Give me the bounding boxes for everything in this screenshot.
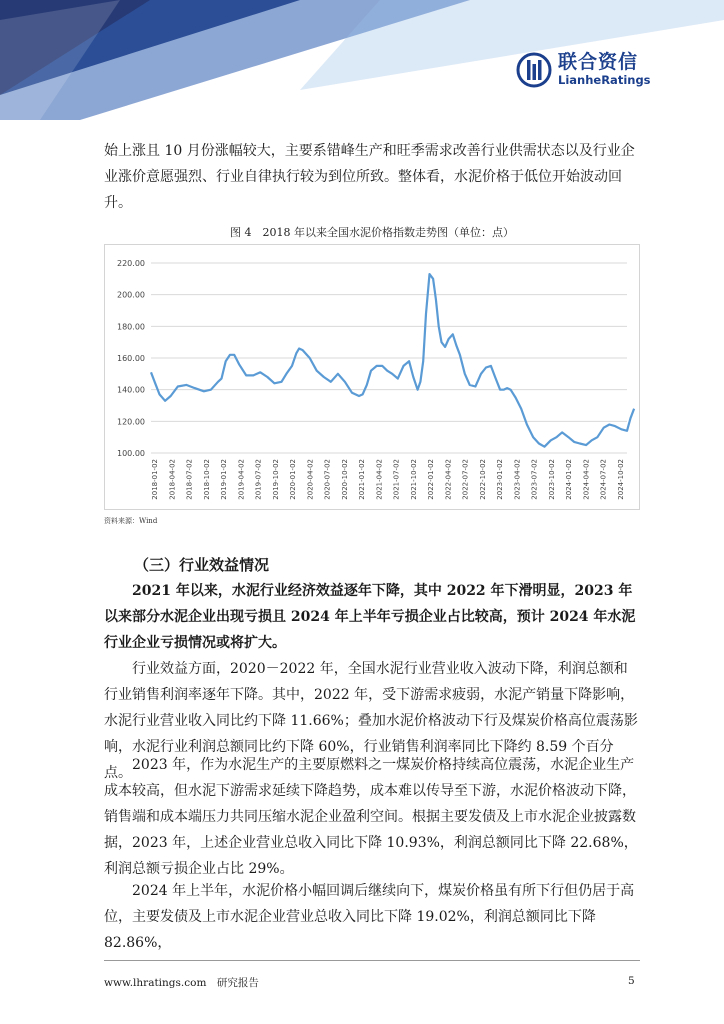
x-tick-label: 2024-10-02 bbox=[617, 459, 625, 500]
paragraph-2023: 2023 年，作为水泥生产的主要原燃料之一煤炭价格持续高位震荡，水泥企业生产成本较高，但水泥下游需求延续下降趋势，成本难以传导至下游，水泥价格波动下降，销售端和成本端压力共同压缩水泥企业盈利空间。根据主要发债及上市水泥企业披露数据，2023 年，上述企业营业总收入同比下降 10.93%，利润总额同比下降 22.68%，利润总额亏损企业占比 29%。 bbox=[104, 757, 638, 877]
logo-chinese-name: 联合资信 bbox=[558, 51, 639, 74]
x-tick-label: 2021-01-02 bbox=[358, 459, 367, 500]
x-tick-label: 2020-01-02 bbox=[289, 459, 298, 500]
y-tick-label: 120.00 bbox=[117, 417, 145, 427]
x-tick-label: 2023-04-02 bbox=[513, 459, 522, 500]
figure-source: 资料来源：Wind bbox=[104, 517, 158, 525]
x-tick-label: 2022-10-02 bbox=[478, 459, 487, 500]
x-tick-label: 2021-07-02 bbox=[392, 459, 401, 500]
y-tick-label: 100.00 bbox=[117, 449, 145, 458]
x-tick-label: 2024-07-02 bbox=[599, 458, 608, 500]
x-tick-label: 2019-10-02 bbox=[271, 459, 280, 500]
y-tick-label: 140.00 bbox=[117, 385, 145, 395]
x-tick-label: 2019-07-02 bbox=[254, 459, 263, 500]
footer-divider bbox=[104, 960, 640, 961]
paragraph-2024-h1: 2024 年上半年，水泥价格小幅回调后继续向下，煤炭价格虽有所下行但仍居于高位，主要发债及上市水泥企业营业总收入同比下降 19.02%，利润总额同比下降 82.86%， bbox=[104, 883, 635, 951]
x-tick-label: 2020-04-02 bbox=[306, 459, 315, 500]
series-line-price-index bbox=[151, 274, 634, 447]
top-paragraph: 始上涨且 10 月份涨幅较大，主要系错峰生产和旺季需求改善行业供需状态以及行业企业涨价意愿强烈、行业自律执行较为到位所致。整体看，水泥价格于低位开始波动回升。 bbox=[104, 143, 635, 211]
y-tick-label: 200.00 bbox=[117, 290, 145, 300]
x-tick-label: 2022-01-02 bbox=[427, 459, 436, 500]
price-index-line-chart bbox=[105, 245, 639, 509]
x-tick-label: 2023-10-02 bbox=[547, 459, 556, 500]
x-tick-label: 2019-01-02 bbox=[220, 459, 229, 500]
paragraph-profit-2020-2022: 行业效益方面，2020－2022 年，全国水泥行业营业收入波动下降，利润总额和行业销售利润率逐年下降。其中，2022 年，受下游需求疲弱，水泥产销量下降影响，水泥行业营业收入同比约下降 11.66%；叠加水泥价格波动下行及煤炭价格高位震荡影响，水泥行业利润总额同比约下降 60%，行业销售利润率同比下降约 8.59 个百分点。 bbox=[104, 661, 638, 781]
x-tick-label: 2024-01-02 bbox=[565, 459, 574, 500]
y-tick-label: 220.00 bbox=[117, 259, 145, 268]
x-tick-label: 2020-07-02 bbox=[323, 459, 332, 500]
x-tick-label: 2023-07-02 bbox=[530, 459, 539, 500]
company-logo bbox=[516, 52, 651, 88]
footer-website: www.lhratings.com 研究报告 bbox=[104, 977, 259, 989]
y-tick-label: 160.00 bbox=[117, 354, 145, 363]
page-number: 5 bbox=[628, 975, 635, 987]
section-heading: （三）行业效益情况 bbox=[134, 556, 270, 574]
figure-caption: 图 4 2018 年以来全国水泥价格指数走势图（单位：点） bbox=[230, 226, 514, 239]
lianhe-logo-icon bbox=[516, 52, 552, 88]
summary-bold-paragraph: 2021 年以来，水泥行业经济效益逐年下降，其中 2022 年下滑明显，2023 年以来部分水泥企业出现亏损且 2024 年上半年亏损企业占比较高，预计 2024 年水泥行业企业亏损情况或将扩大。 bbox=[104, 583, 636, 651]
x-tick-label: 2018-04-02 bbox=[168, 459, 177, 500]
x-tick-label: 2024-04-02 bbox=[582, 458, 591, 500]
x-tick-label: 2018-10-02 bbox=[202, 459, 211, 500]
x-tick-label: 2021-04-02 bbox=[375, 459, 384, 500]
x-tick-label: 2022-04-02 bbox=[444, 459, 453, 500]
x-tick-label: 2018-07-02 bbox=[185, 459, 194, 500]
x-tick-label: 2019-04-02 bbox=[237, 459, 246, 500]
chart-frame bbox=[104, 244, 640, 510]
x-tick-label: 2021-10-02 bbox=[409, 459, 418, 500]
x-tick-label: 2023-01-02 bbox=[496, 459, 505, 500]
y-tick-label: 180.00 bbox=[117, 322, 145, 332]
x-tick-label: 2020-10-02 bbox=[340, 459, 349, 500]
x-tick-label: 2018-01-02 bbox=[151, 459, 159, 500]
logo-english-name: LianheRatings bbox=[558, 73, 651, 88]
x-tick-label: 2022-07-02 bbox=[461, 459, 470, 500]
